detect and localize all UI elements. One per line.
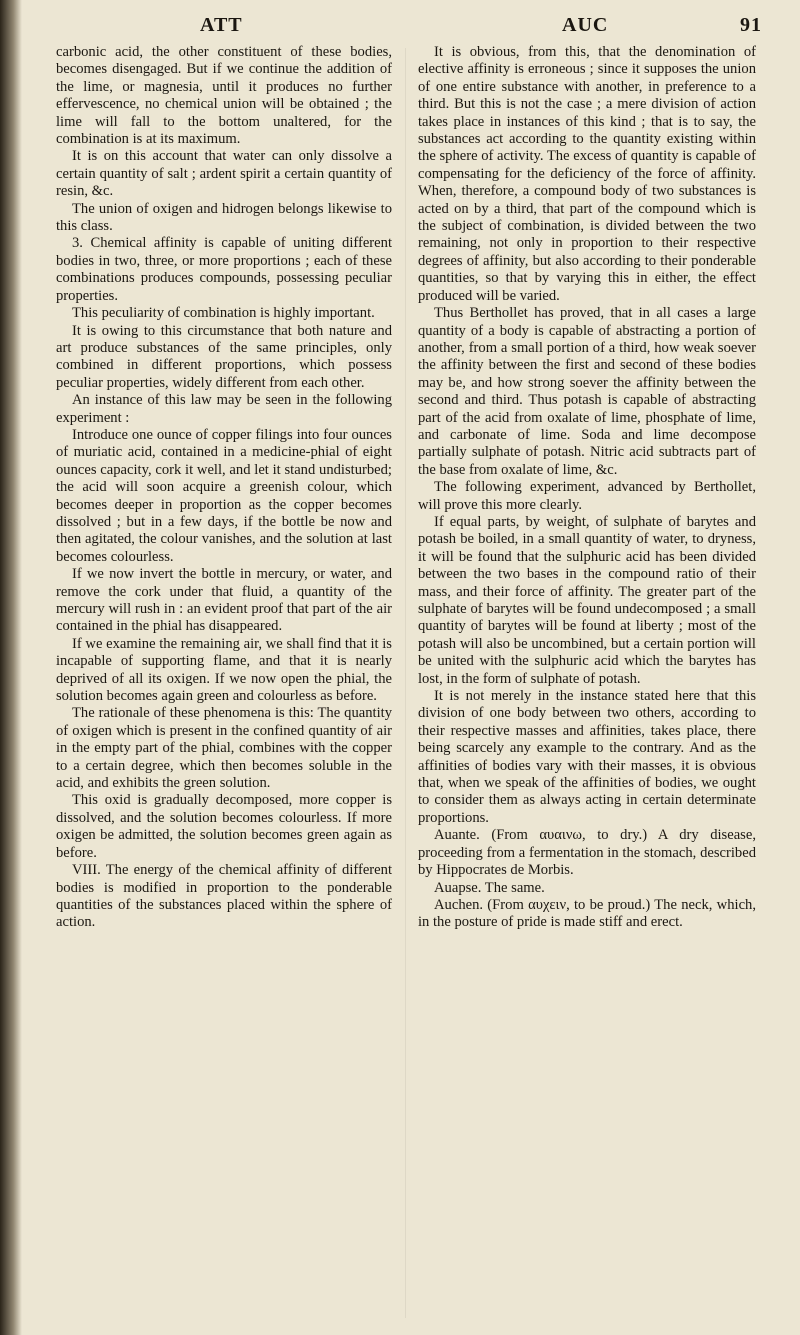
left-guide-word: ATT: [200, 14, 243, 36]
column-gutter: [405, 48, 406, 1318]
page-number: 91: [740, 14, 762, 36]
paragraph: This oxid is gradually decomposed, more copper is dissolved, and the solution becomes colourless. If more oxigen be admitted, the solution becomes green again as before.: [56, 792, 392, 861]
binding-shadow: [0, 0, 22, 1335]
dictionary-entry-auapse: Auapse. The same.: [434, 879, 545, 896]
right-guide-word: AUC: [562, 14, 609, 36]
paragraph: It is not merely in the instance stated here that this division of one body between two others, according to their respective masses and affinities, takes place, there being scarcely any example to the contrary. And as the affinities of bodies vary with their masses, it is obvious that, when we speak of the affinities of bodies, we ought to consider them as always acting in certain determinate proportions.: [418, 688, 756, 826]
dictionary-entry-auante: Auante. (From αυαινω, to dry.) A dry disease, proceeding from a fermentation in the stomach, described by Hippocrates de Morbis.: [418, 827, 756, 879]
left-column: [56, 44, 392, 932]
dictionary-entry-auchen: Auchen. (From αυχειν, to be proud.) The neck, which, in the posture of pride is made stiff and erect.: [418, 896, 756, 931]
paragraph: If we now invert the bottle in mercury, or water, and remove the cork under that fluid, a quantity of the mercury will rush in : an evident proof that part of the air contained in the phial has disappeared.: [56, 566, 392, 635]
paragraph: If equal parts, by weight, of sulphate of barytes and potash be boiled, in a small quantity of water, to dryness, it will be found that the sulphuric acid has been divided between the two bases in the compound ratio of their mass, and their force of affinity. The greater part of the sulphate of barytes will be found undecomposed ; a small quantity of barytes will be found at liberty ; most of the potash will also be uncombined, but a certain portion will be united with the sulphuric acid which the barytes has lost, in the form of sulphate of potash.: [418, 513, 756, 687]
paragraph: The rationale of these phenomena is this: The quantity of oxigen which is present in the confined quantity of air in the empty part of the phial, combines with the copper to a certain degree, which then becomes soluble in the acid, and exhibits the green solution.: [56, 705, 392, 792]
paragraph: It is on this account that water can only dissolve a certain quantity of salt ; ardent spirit a certain quantity of resin, &c.: [56, 148, 392, 200]
paragraph: If we examine the remaining air, we shall find that it is incapable of supporting flame, and that it is nearly deprived of all its oxigen. If we now open the phial, the solution becomes again green and colourless as before.: [56, 635, 392, 705]
paragraph: The following experiment, advanced by Berthollet, will prove this more clearly.: [418, 479, 756, 513]
paragraph: VIII. The energy of the chemical affinity of different bodies is modified in proportion to the ponderable quantities of the substances placed within the sphere of action.: [56, 862, 392, 931]
paragraph: Introduce one ounce of copper filings into four ounces of muriatic acid, contained in a medicine-phial of eight ounces capacity, cork it well, and let it stand undisturbed; the acid will soon acquire a greenish colour, which becomes deeper in proportion as the copper becomes dissolved ; but in a few days, if the bottle be now and then agitated, the colour vanishes, and the solution at last becomes colourless.: [56, 426, 392, 565]
paragraph: It is owing to this circumstance that both nature and art produce substances of the same principles, only combined in different proportions, which possess peculiar properties, widely different from each other.: [56, 322, 392, 391]
paragraph: 3. Chemical affinity is capable of uniting different bodies in two, three, or more proportions ; each of these combinations produces compounds, possessing peculiar properties.: [56, 235, 392, 304]
right-column: [418, 44, 756, 932]
paragraph: carbonic acid, the other constituent of these bodies, becomes disengaged. But if we continue the addition of the lime, or magnesia, until it produces no further effervescence, no chemical union will be obtained ; the lime will fall to the bottom unaltered, for the combination is at its maximum.: [56, 44, 392, 148]
running-header: [0, 6, 800, 40]
paragraph: This peculiarity of combination is highly important.: [72, 305, 375, 322]
paragraph: Thus Berthollet has proved, that in all cases a large quantity of a body is capable of abstracting a portion of another, from a small portion of a third, how weak soever the affinity between the first and second of these bodies may be, and how strong soever the affinity between the second and third. Thus potash is capable of abstracting part of the acid from oxalate of lime, phosphate of lime, and carbonate of lime. Soda and lime decompose partially sulphate of potash. Nitric acid subtracts part of the base from oxalate of lime, &c.: [418, 305, 756, 478]
paragraph: An instance of this law may be seen in the following experiment :: [56, 392, 392, 426]
paragraph: It is obvious, from this, that the denomination of elective affinity is erroneous ; since it supposes the union of one entire substance with another, in preference to a third. But this is not the case ; a mere division of action takes place in instances of this kind ; that is to say, the substances act according to the quantity existing within the sphere of activity. The excess of quantity is capable of compensating for the deficiency of the force of affinity. When, therefore, a compound body of two substances is acted on by a third, that part of the compound which is the subject of combination, is divided between the two remaining, not only in proportion to their respective degrees of affinity, but also according to their ponderable quantities, so that by varying this in either, the effect produced will be varied.: [418, 44, 756, 304]
paragraph: The union of oxigen and hidrogen belongs likewise to this class.: [56, 200, 392, 235]
